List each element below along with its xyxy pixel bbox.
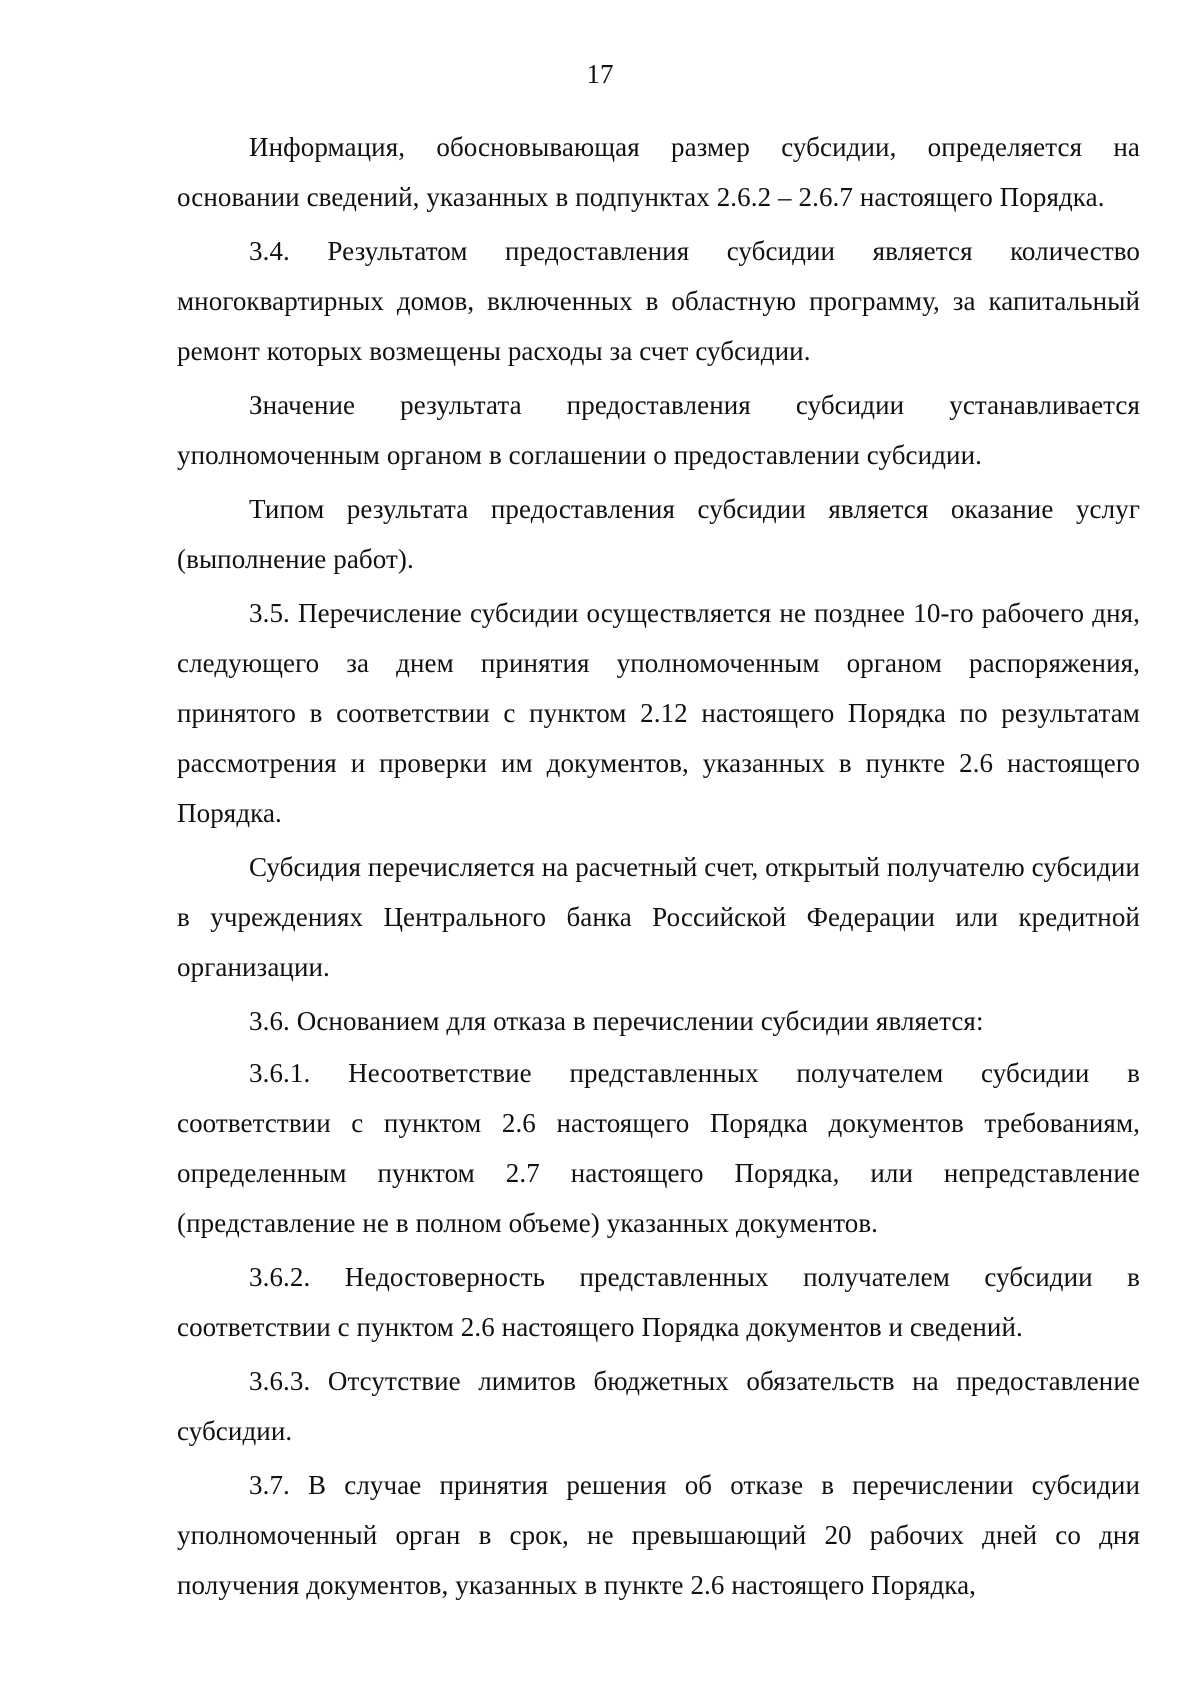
- paragraph-result-type: Типом результата предоставления субсидии является оказание услуг (выполнение работ).: [177, 494, 1140, 574]
- paragraph-3-6-2: 3.6.2. Недостоверность представленных получателем субсидии в соответствии с пунктом 2.6 настоящего Порядка документов и сведений.: [177, 1262, 1140, 1342]
- paragraph-3-6: 3.6. Основанием для отказа в перечислении субсидии является:: [249, 1006, 984, 1036]
- page-number: 17: [586, 59, 614, 89]
- document-body: [177, 122, 1140, 1614]
- paragraph-result-value: Значение результата предоставления субсидии устанавливается уполномоченным органом в соглашении о предоставлении субсидии.: [177, 390, 1140, 470]
- paragraph-3-4: 3.4. Результатом предоставления субсидии является количество многоквартирных домов, включенных в областную программу, за капитальный ремонт которых возмещены расходы за счет субсидии.: [177, 236, 1140, 366]
- paragraph-3-7: 3.7. В случае принятия решения об отказе в перечислении субсидии уполномоченный орган в срок, не превышающий 20 рабочих дней со дня получения документов, указанных в пункте 2.6 настоящего Порядка,: [177, 1470, 1140, 1600]
- paragraph-3-6-1: 3.6.1. Несоответствие представленных получателем субсидии в соответствии с пунктом 2.6 настоящего Порядка документов требованиям, определенным пунктом 2.7 настоящего Порядка, или непредставление (представление не в полном объеме) указанных документов.: [177, 1058, 1140, 1238]
- paragraph-3-5: 3.5. Перечисление субсидии осуществляется не позднее 10-го рабочего дня, следующего за днем принятия уполномоченным органом распоряжения, принятого в соответствии с пунктом 2.12 настоящего Порядка по результатам рассмотрения и проверки им документов, указанных в пункте 2.6 настоящего Порядка.: [177, 598, 1140, 828]
- paragraph-3-6-3: 3.6.3. Отсутствие лимитов бюджетных обязательств на предоставление субсидии.: [177, 1366, 1140, 1446]
- paragraph-subsidy-size-info: Информация, обосновывающая размер субсидии, определяется на основании сведений, указанных в подпунктах 2.6.2 – 2.6.7 настоящего Порядка.: [177, 132, 1140, 212]
- paragraph-transfer-account: Субсидия перечисляется на расчетный счет, открытый получателю субсидии в учреждениях Центрального банка Российской Федерации или кредитной организации.: [177, 852, 1140, 982]
